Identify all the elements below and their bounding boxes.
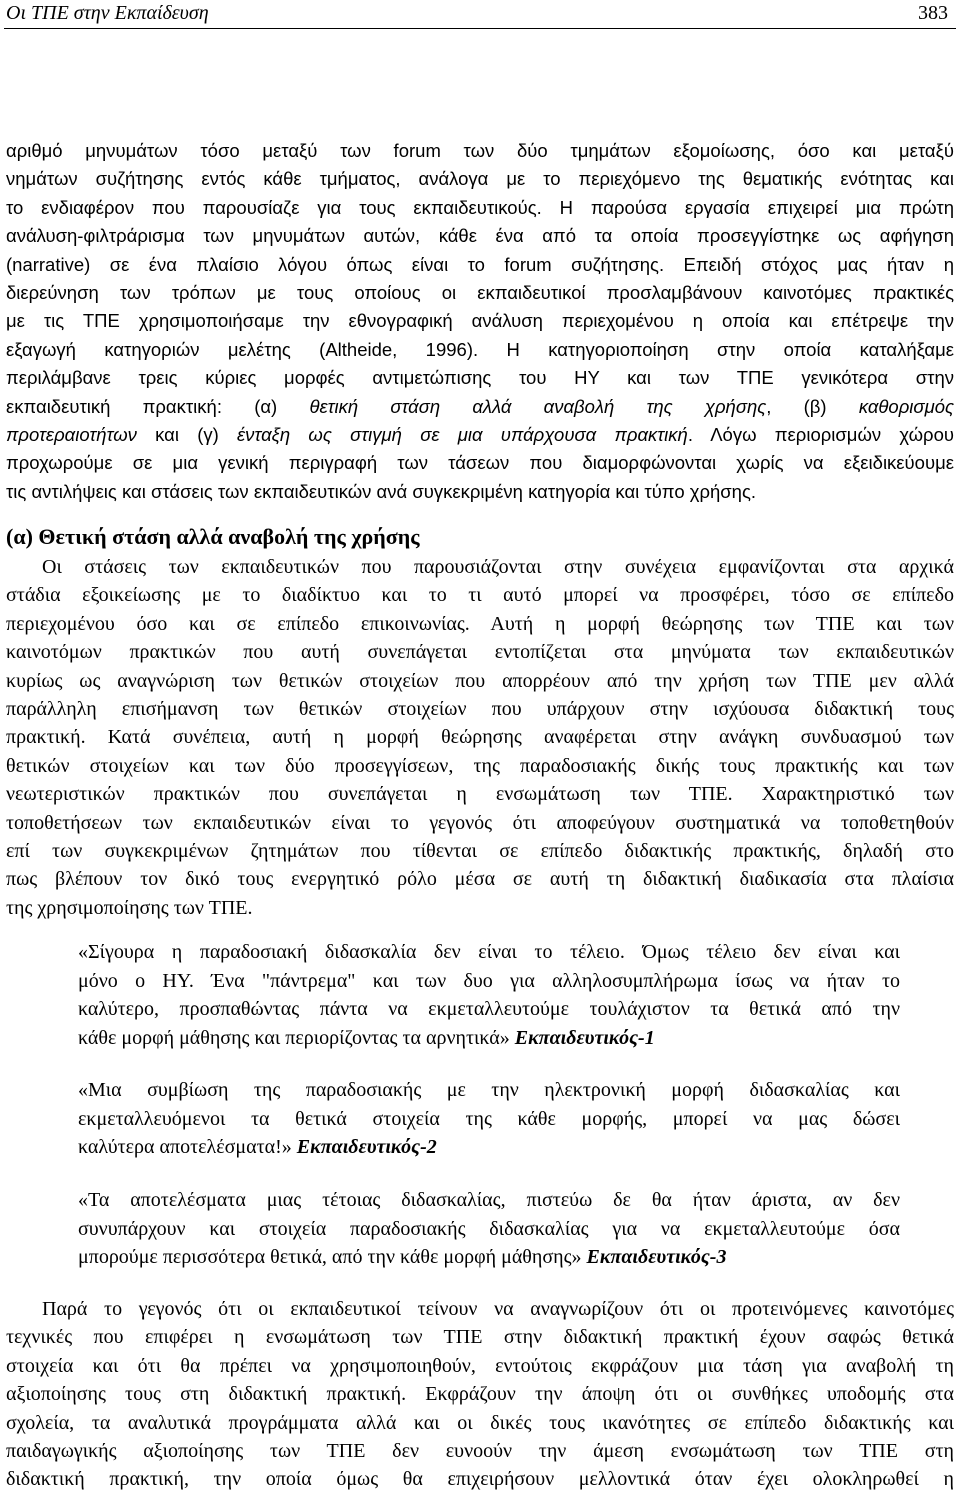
intro-paragraph [6,137,954,506]
paragraph-line: διδακτική πρακτική, την οποία όμως θα επιχειρήσουν μελλοντικά όταν έχει ολοκληρωθεί η [6,1468,954,1491]
quote-line: καλύτερο, προσπαθώντας πάντα να εκμεταλλευτούμε τουλάχιστον τα θετικά από την [78,998,900,1020]
quote-line [78,1024,900,1053]
category-a: θετική στάση αλλά αναβολή της χρήσης [309,395,767,417]
paragraph-line: με τις ΤΠΕ χρησιμοποιήσαμε την εθνογραφική ανάλυση περιεχομένου η οποία και επέτρεψε την [6,310,954,332]
paragraph-line: Παρά το γεγονός ότι οι εκπαιδευτικοί τείνουν να αναγνωρίζουν ότι οι προτεινόμενες καινοτόμες [42,1298,954,1320]
quote-text: μπορούμε περισσότερα θετικά, από την κάθε μορφή μάθησης» [78,1246,587,1268]
category-b-cont: προτεραιοτήτων [6,423,137,445]
line-text: . Λόγω περιορισμών χώρου [687,423,954,445]
quote-line [78,1243,900,1272]
paragraph-line: κυρίως ως αναγνώριση των θετικών στοιχείων που απορρέουν από την χρήση των ΤΠΕ μεν αλλά [6,669,954,692]
quote-line [78,1133,900,1162]
quote-attribution: Εκπαιδευτικός-1 [514,1026,655,1049]
page-number: 383 [918,2,948,24]
quote-text: κάθε μορφή μάθησης και περιορίζοντας τα αρνητικά» [78,1026,515,1049]
quote-text: καλύτερα αποτελέσματα!» [78,1136,297,1158]
paragraph-line: στοιχεία και ότι θα πρέπει να χρησιμοποιηθούν, εντούτοις εκφράζουν μια τάση για αναβολή τη [6,1354,954,1377]
line-text: και (γ) [136,423,238,445]
quote-attribution: Εκπαιδευτικός-3 [586,1246,727,1268]
paragraph-line: περιλάμβανε τρεις κύριες μορφές αντιμετώπισης του ΗΥ και των ΤΠΕ γενικότερα στην [6,367,954,389]
paragraph-line [6,421,954,449]
section-heading: (α) Θετική στάση αλλά αναβολή της χρήσης [6,524,420,549]
paragraph-line: τις αντιλήψεις και στάσεις των εκπαιδευτικών ανά συγκεκριμένη κατηγορία και τύπο χρήσης. [6,480,757,502]
paragraph-line: περιεχομένου όσο και σε επίπεδο επικοινωνίας. Αυτή η μορφή θεώρησης των ΤΠΕ και των [6,612,954,635]
paragraph-line: παιδαγωγικής αξιοποίησης των ΤΠΕ δεν ευνοούν την άμεση ενσωμάτωση των ΤΠΕ στη [6,1439,954,1462]
quote-line: «Σίγουρα η παραδοσιακή διδασκαλία δεν είναι το τέλειο. Όμως τέλειο δεν είναι και [78,941,900,963]
quote-line: μόνο ο ΗΥ. Ένα "πάντρεμα" και των δυο για αλληλοσυμπλήρωμα ίσως να ήταν το [78,969,900,992]
paragraph-line: πως βλέπουν τον δικό τους ενεργητικό ρόλο μέσα σε αυτή τη διδακτική διαδικασία στα πλαίσια [6,868,954,891]
paragraph-line: νημάτων συζήτησης εντός κάθε τμήματος, ανάλογα με το περιεχόμενο της θεματικής ενότητας και [6,168,954,190]
quote-line: συνυπάρχουν και στοιχεία παραδοσιακής διδασκαλίας για να εκμεταλλευτούμε όσα [78,1217,900,1240]
paragraph-line: προχωρούμε σε μια γενική περιγραφή των τάσεων που διαμορφώνονται χωρίς να εξειδικεύουμε [6,452,954,474]
paragraph-line: αριθμό μηνυμάτων τόσο μεταξύ των forum των δύο τμημάτων εξομοίωσης, όσο και μεταξύ [6,140,954,161]
category-c: ένταξη ως στιγμή σε μια υπάρχουσα πρακτική [237,423,688,445]
paragraph-line: τοποθετήσεων των εκπαιδευτικών είναι το γεγονός ότι αποφεύγουν συστηματικά να τοποθετηθούν [6,811,954,834]
paragraph-line: το ενδιαφέρον που παρουσίαζε για τους εκπαιδευτικούς. Η παρούσα εργασία επιχειρεί μια πρώτη [6,196,954,218]
quote-line: «Μια συμβίωση της παραδοσιακής με την ηλεκτρονική μορφή διδασκαλίας και [78,1079,900,1101]
running-header [4,0,956,29]
paragraph-line: ανάλυση-φιλτράρισμα των μηνυμάτων αυτών, κάθε ένα από τα οποία προσεγγίστηκε ως αφήγηση [6,225,954,247]
section-paragraph [6,553,954,922]
quote-attribution: Εκπαιδευτικός-2 [296,1136,437,1158]
category-b: καθορισμός [858,395,954,417]
paragraph-line: Οι στάσεις των εκπαιδευτικών που παρουσιάζονται στην συνέχεια εμφανίζονται στα αρχικά [42,556,954,578]
paragraph-line: τεχνικές που επιφέρει η ενσωμάτωση των ΤΠΕ στην διδακτική πρακτική έχουν σαφώς θετικά [6,1326,954,1349]
paragraph-line: σχολεία, τα αναλυτικά προγράμματα αλλά και οι δικές τους ικανότητες σε επίπεδο διδακτικής και [6,1411,954,1434]
paragraph-line: καινοτόμων πρακτικών που αυτή συνεπάγεται εντοπίζεται στα μηνύματα των εκπαιδευτικών [6,641,954,664]
paragraph-line: της χρησιμοποίησης των ΤΠΕ. [6,896,253,919]
paragraph-line [6,393,954,421]
quote-2 [78,1076,900,1162]
paragraph-line: νεωτεριστικών πρακτικών που συνεπάγεται η ενσωμάτωση των ΤΠΕ. Χαρακτηριστικό των [6,783,954,806]
line-text: εκπαιδευτική πρακτική: (α) [6,395,310,417]
line-text: , (β) [766,395,859,417]
paragraph-line: θετικών στοιχείων και των δύο προσεγγίσεων, της παραδοσιακής δικής τους πρακτικής και των [6,754,954,777]
paragraph-line: πρακτική. Κατά συνέπεια, αυτή η μορφή θεώρησης αναφέρεται στην ανάγκη συνδυασμού των [6,726,954,749]
quote-3 [78,1186,900,1272]
closing-paragraph [6,1295,954,1494]
paragraph-line: (narrative) σε ένα πλαίσιο λόγου όπως είναι το forum συζήτησης. Επειδή στόχος μας ήταν η [6,253,954,275]
paragraph-line: αξιοποίησης τους στη διδακτική πρακτική. Εκφράζουν την άποψη ότι οι συνθήκες υποδομής στα [6,1383,954,1406]
paragraph-line: εξαγωγή κατηγοριών μελέτης (Altheide, 1996). Η κατηγοριοποίηση στην οποία καταλήξαμε [6,338,954,360]
quote-line: εκμεταλλευόμενοι τα θετικά στοιχεία της κάθε μορφής, μπορεί να μας δώσει [78,1107,900,1130]
paragraph-line: επί των συγκεκριμένων ζητημάτων που τίθενται σε επίπεδο διδακτικής πρακτικής, δηλαδή στο [6,839,954,862]
paragraph-line: παράλληλη επισήμανση των θετικών στοιχείων που υπάρχουν στην ισχύουσα διδακτική τους [6,697,954,720]
quote-1 [78,938,900,1052]
paragraph-line: διερεύνηση των τρόπων με τους οποίους οι εκπαιδευτικοί προσλαμβάνουν καινοτόμες πρακτικές [6,281,954,303]
paragraph-line: στάδια εξοικείωσης με το διαδίκτυο και το τι αυτό μπορεί να προσφέρει, τόσο σε επίπεδο [6,584,954,607]
running-title: Οι ΤΠΕ στην Εκπαίδευση [6,2,209,24]
quote-line: «Τα αποτελέσματα μιας τέτοιας διδασκαλίας, πιστεύω δε θα ήταν άριστα, αν δεν [78,1189,900,1211]
